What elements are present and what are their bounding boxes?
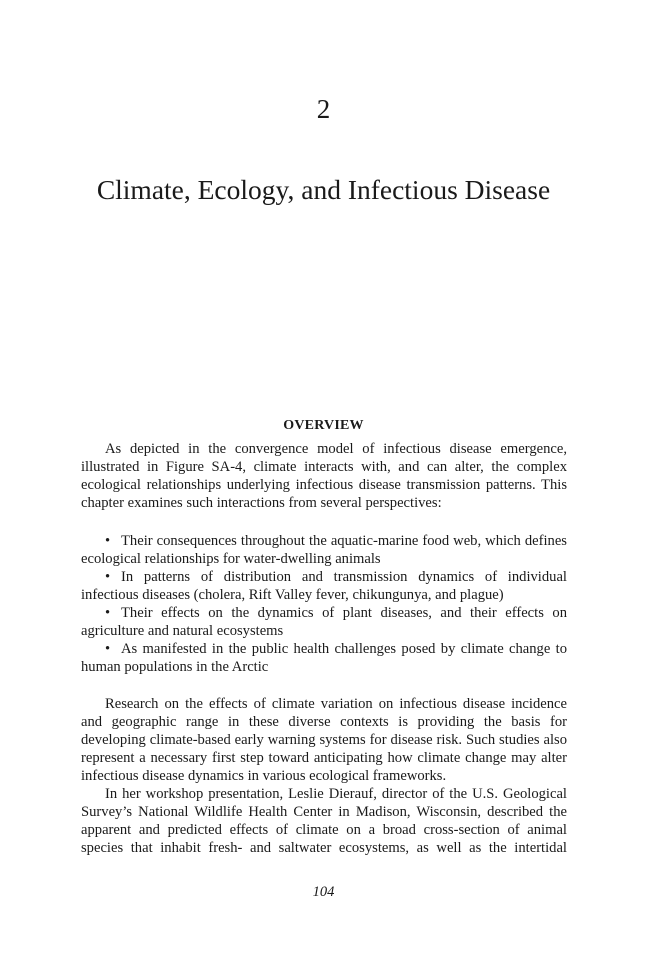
bullet-item — [81, 568, 567, 604]
intro-paragraph-block — [81, 440, 567, 512]
bullet-text: As manifested in the public health challenges posed by climate change to human populations in the Arctic — [81, 641, 567, 675]
bullet-text: Their consequences throughout the aquatic-marine food web, which defines ecological relationships for water-dwelling animals — [81, 533, 567, 567]
intro-paragraph: As depicted in the convergence model of infectious disease emergence, illustrated in Figure SA-4, climate interacts with, and can alter, the complex ecological relationships underlying infectious disease transmission patterns. This chapter examines such interactions from several perspectives: — [81, 441, 567, 511]
bullet-icon: • — [105, 641, 111, 657]
body-paragraphs — [81, 695, 567, 857]
bullet-text: Their effects on the dynamics of plant diseases, and their effects on agriculture and natural ecosystems — [81, 605, 567, 639]
bullet-item — [81, 532, 567, 568]
chapter-title: Climate, Ecology, and Infectious Disease — [96, 174, 551, 205]
bullet-icon: • — [105, 605, 111, 621]
chapter-number: 2 — [316, 94, 331, 124]
page-number: 104 — [312, 884, 335, 900]
bullet-item — [81, 604, 567, 640]
section-heading: OVERVIEW — [283, 418, 364, 433]
bullet-text: In patterns of distribution and transmission dynamics of individual infectious diseases (cholera, Rift Valley fever, chikungunya, and plague) — [81, 569, 567, 603]
bullet-list — [81, 532, 567, 676]
bullet-icon: • — [105, 569, 111, 585]
bullet-item — [81, 640, 567, 676]
research-paragraph: Research on the effects of climate variation on infectious disease incidence and geographic range in these diverse contexts is providing the basis for developing climate-based early warning systems for disease risk. Such studies also represent a necessary first step toward anticipating how climate change may alter infectious disease dynamics in various ecological frameworks. — [81, 696, 567, 784]
dierauf-paragraph: In her workshop presentation, Leslie Dierauf, director of the U.S. Geological Survey’s National Wildlife Health Center in Madison, Wisconsin, described the apparent and predicted effects of climate on a broad cross-section of animal species that inhabit fresh- and saltwater ecosystems, as well as the intertidal — [81, 786, 567, 856]
bullet-icon: • — [105, 533, 111, 549]
